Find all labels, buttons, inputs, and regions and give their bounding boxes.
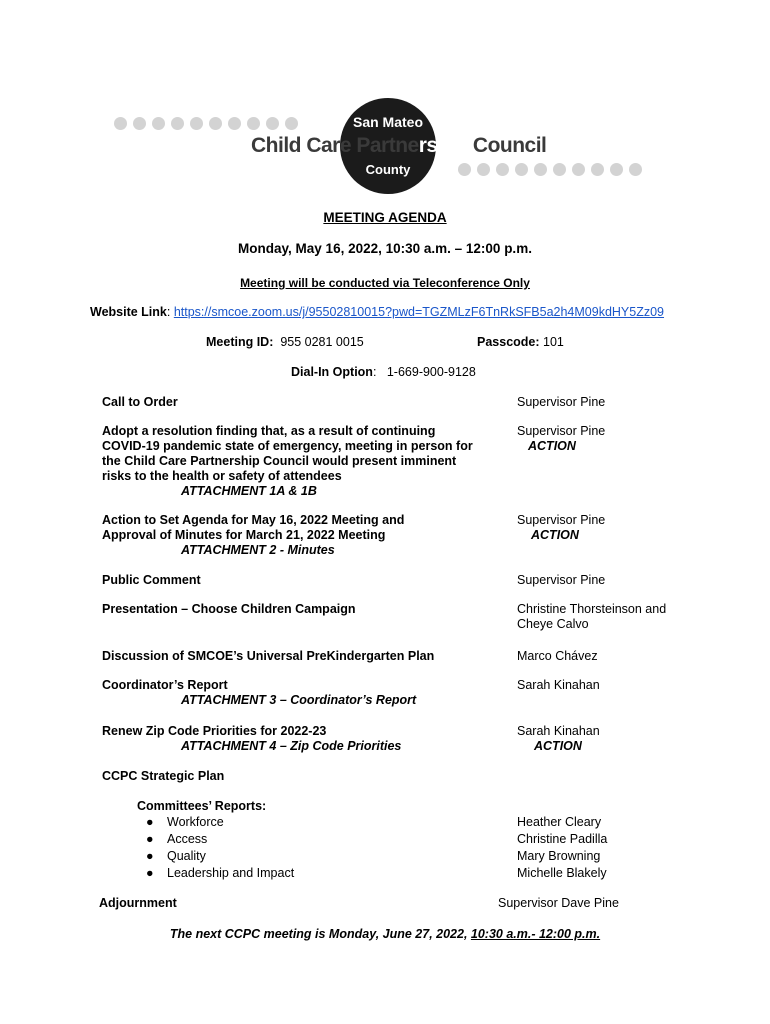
item-resolution-l4: risks to the health or safety of attendees xyxy=(102,469,342,483)
presenter-set-agenda: Supervisor Pine xyxy=(517,513,606,527)
presenter-zip-codes: Sarah Kinahan xyxy=(517,724,600,738)
attachment-1: ATTACHMENT 1A & 1B xyxy=(181,484,317,498)
agenda-title: MEETING AGENDA xyxy=(323,210,447,225)
logo-dots-right xyxy=(458,163,642,176)
item-zip-codes: Renew Zip Code Priorities for 2022-23 xyxy=(102,724,327,738)
teleconference-note: Meeting will be conducted via Teleconference Only xyxy=(240,276,530,290)
website-label: Website Link xyxy=(90,305,167,319)
presenter-coordinator: Sarah Kinahan xyxy=(517,678,600,692)
meeting-id: 955 0281 0015 xyxy=(280,335,364,349)
attachment-2: ATTACHMENT 2 - Minutes xyxy=(181,543,335,557)
meeting-id-line: Meeting ID: 955 0281 0015 xyxy=(206,335,364,349)
item-presentation: Presentation – Choose Children Campaign xyxy=(102,602,356,616)
committees-label: Committees’ Reports: xyxy=(137,799,267,813)
item-public-comment: Public Comment xyxy=(102,573,201,587)
item-set-agenda-l2: Approval of Minutes for March 21, 2022 Meeting xyxy=(102,528,386,542)
dialin-line: Dial-In Option: 1-669-900-9128 xyxy=(291,365,476,379)
logo-name: Child Care Partnership Council xyxy=(251,134,547,157)
presenter-presentation-l1: Christine Thorsteinson and xyxy=(517,602,667,616)
logo-bottom-text: County xyxy=(365,162,411,177)
committee-workforce: Workforce xyxy=(167,815,224,829)
attachment-3: ATTACHMENT 3 – Coordinator’s Report xyxy=(181,693,417,707)
logo-dots-left xyxy=(114,117,298,130)
next-meeting-time: 10:30 a.m.- 12:00 p.m. xyxy=(470,927,601,941)
action-resolution: ACTION xyxy=(528,439,576,453)
presenter-quality: Mary Browning xyxy=(517,849,601,863)
website-link[interactable]: https://smcoe.zoom.us/j/95502810015?pwd=TGZMLzF6TnRkSFB5a2h4M09kdHY5Zz09 xyxy=(173,305,665,319)
action-zip-codes: ACTION xyxy=(534,739,582,753)
item-resolution-l2: COVID-19 pandemic state of emergency, meeting in person for xyxy=(102,439,473,453)
committee-quality: Quality xyxy=(167,849,206,863)
bullet: ● xyxy=(146,866,154,880)
item-call-to-order: Call to Order xyxy=(102,395,178,409)
presenter-adjournment: Supervisor Dave Pine xyxy=(498,896,619,910)
item-adjournment: Adjournment xyxy=(99,896,177,910)
presenter-public-comment: Supervisor Pine xyxy=(517,573,606,587)
bullet: ● xyxy=(146,832,154,846)
presenter-presentation-l2: Cheye Calvo xyxy=(517,617,589,631)
bullet: ● xyxy=(146,849,154,863)
committee-access: Access xyxy=(167,832,208,846)
attachment-4: ATTACHMENT 4 – Zip Code Priorities xyxy=(181,739,402,753)
item-set-agenda-l1: Action to Set Agenda for May 16, 2022 Meeting and xyxy=(102,513,405,527)
presenter-call-to-order: Supervisor Pine xyxy=(517,395,606,409)
item-coordinator: Coordinator’s Report xyxy=(102,678,228,692)
dialin-number: 1-669-900-9128 xyxy=(386,365,476,379)
committee-leadership: Leadership and Impact xyxy=(167,866,295,880)
item-strategic-plan: CCPC Strategic Plan xyxy=(102,769,225,783)
presenter-access: Christine Padilla xyxy=(517,832,608,846)
logo-top-text: San Mateo xyxy=(352,114,423,130)
presenter-resolution: Supervisor Pine xyxy=(517,424,606,438)
passcode: 101 xyxy=(543,335,564,349)
item-discussion: Discussion of SMCOE’s Universal PreKindergarten Plan xyxy=(102,649,435,663)
presenter-discussion: Marco Chávez xyxy=(517,649,598,663)
next-meeting-note: The next CCPC meeting is Monday, June 27, 2022, 10:30 a.m.- 12:00 p.m. xyxy=(169,927,601,941)
presenter-workforce: Heather Cleary xyxy=(517,815,602,829)
action-set-agenda: ACTION xyxy=(531,528,579,542)
website-line: Website Link: https://smcoe.zoom.us/j/95502810015?pwd=TGZMLzF6TnRkSFB5a2h4M09kdHY5Zz09 xyxy=(90,305,665,319)
item-resolution-l3: the Child Care Partnership Council would present imminent xyxy=(102,454,457,468)
passcode-line: Passcode: 101 xyxy=(477,335,564,349)
presenter-leadership: Michelle Blakely xyxy=(517,866,607,880)
bullet: ● xyxy=(146,815,154,829)
item-resolution-l1: Adopt a resolution finding that, as a result of continuing xyxy=(102,424,436,438)
meeting-date: Monday, May 16, 2022, 10:30 a.m. – 12:00 p.m. xyxy=(238,241,532,256)
